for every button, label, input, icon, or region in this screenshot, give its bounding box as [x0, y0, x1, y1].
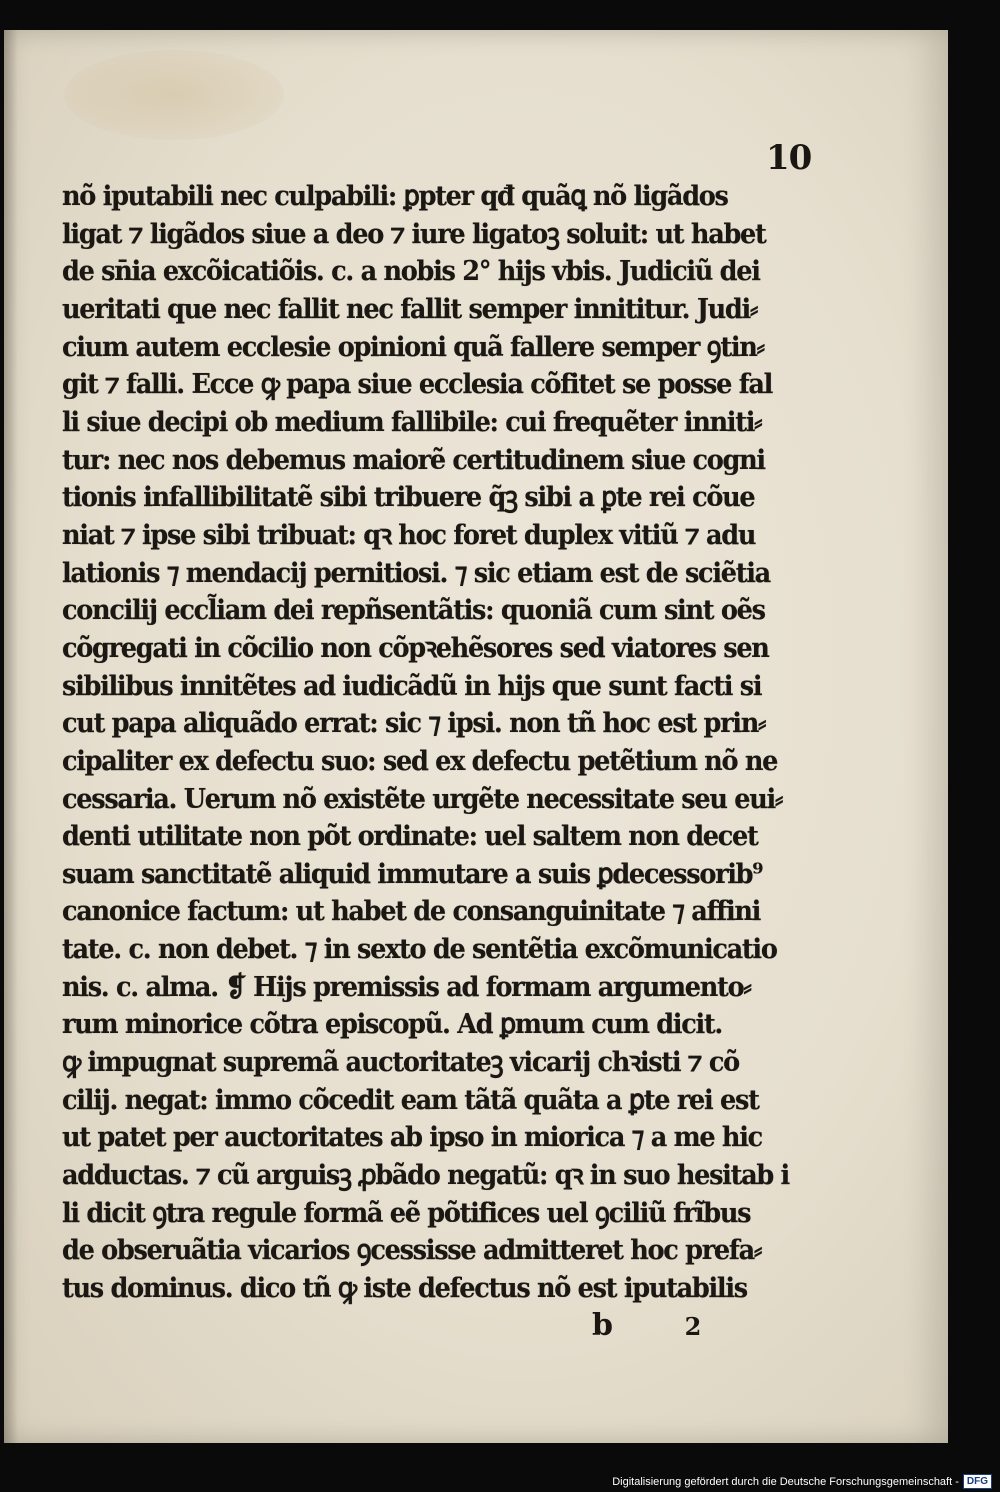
text-line: denti utilitate non põt ordinate: uel saltem non decet	[62, 820, 758, 853]
text-line: rum minorice cõtra episcopũ. Ad ꝑmum cum dicit.	[62, 1008, 723, 1041]
text-line: cilij. negat: immo cõcedit eam tãtã quãta a ꝑte rei est	[62, 1083, 759, 1116]
footer-credit-text: Digitalisierung gefördert durch die Deutsche Forschungsgemeinschaft -	[612, 1475, 959, 1488]
signature-number: 2	[684, 1312, 702, 1341]
text-line: li dicit ꝯtra regule formã eẽ põtifices uel ꝯciliũ frĩbus	[62, 1196, 751, 1229]
text-line: concilij eccl̃iam dei repñsentãtis: quoniã cum sint oẽs	[62, 594, 765, 627]
dfg-logo: DFG	[963, 1474, 992, 1489]
text-line: cõgregati in cõcilio non cõpꝛehẽsores sed viatores sen	[62, 631, 769, 664]
text-line: cut papa aliquãdo errat: sic ⁊ ipsi. non tñ hoc est prin⸗	[62, 707, 766, 740]
text-line: ueritati que nec fallit nec fallit semper innititur. Judi⸗	[62, 292, 758, 325]
text-line: ligat ⁊ ligãdos siue a deo ⁊ iure ligatoꝫ soluit: ut habet	[62, 217, 766, 250]
text-line: cipaliter ex defectu suo: sed ex defectu petẽtium nõ ne	[62, 744, 778, 777]
text-line: nis. c. alma. ❡ Hijs premissis ad formam argumento⸗	[62, 970, 751, 1003]
footer-credit	[612, 1474, 992, 1489]
text-line: suam sanctitatẽ aliquid immutare a suis ꝑdecessorib⁹	[62, 857, 763, 890]
text-line: tus dominus. dico tñ ꝙ iste defectus nõ est iputabilis	[62, 1272, 747, 1305]
text-line: niat ⁊ ipse sibi tribuat: qꝛ hoc foret duplex vitiũ ⁊ adu	[62, 518, 756, 551]
text-line: canonice factum: ut habet de consanguinitate ⁊ affini	[62, 895, 761, 928]
text-line: tur: nec nos debemus maiorẽ certitudinem siue cogni	[62, 443, 765, 476]
text-line: lationis ⁊ mendacij pernitiosi. ⁊ sic etiam est de sciẽtia	[62, 556, 770, 589]
text-line: li siue decipi ob medium fallibile: cui frequẽter inniti⸗	[62, 405, 762, 438]
paper-stain	[64, 50, 284, 140]
text-line: ut patet per auctoritates ab ipso in miorica ⁊ a me hic	[62, 1121, 762, 1154]
signature-mark	[592, 1308, 701, 1343]
book-page	[4, 30, 948, 1443]
signature-letter: b	[592, 1308, 613, 1343]
text-line: ꝙ impugnat supremã auctoritateꝫ vicarij chꝛisti ⁊ cõ	[62, 1046, 739, 1079]
text-line: nõ iputabili nec culpabili: ꝑpter qđ quãꝗ nõ ligãdos	[62, 180, 728, 212]
text-line: git ⁊ falli. Ecce ꝙ papa siue ecclesia cõfitet se posse fal	[62, 368, 773, 401]
text-line: de obseruãtia vicarios ꝯcessisse admitteret hoc prefa⸗	[62, 1234, 762, 1267]
text-line: cium autem ecclesie opinioni quã fallere semper ꝯtin⸗	[62, 330, 764, 363]
text-line: tate. c. non debet. ⁊ in sexto de sentẽtia excõmunicatio	[62, 933, 777, 966]
text-line: cessaria. Uerum nõ existẽte urgẽte necessitate seu eui⸗	[62, 782, 783, 815]
text-block	[62, 178, 812, 1308]
text-line: tionis infallibilitatẽ sibi tribuere q̃ꝫ sibi a ꝑte rei cõue	[62, 481, 755, 514]
text-line: adductas. ⁊ cũ arguisꝫ ꝓbãdo negatũ: qꝛ in suo hesitab i	[62, 1159, 789, 1192]
text-line: de sn̄ia excõicatiõis. c. a nobis 2° hijs vbis. Judiciũ dei	[62, 255, 760, 288]
text-line: sibilibus innitẽtes ad iudicãdũ in hijs que sunt facti si	[62, 669, 762, 702]
page-number: 10	[766, 138, 812, 178]
